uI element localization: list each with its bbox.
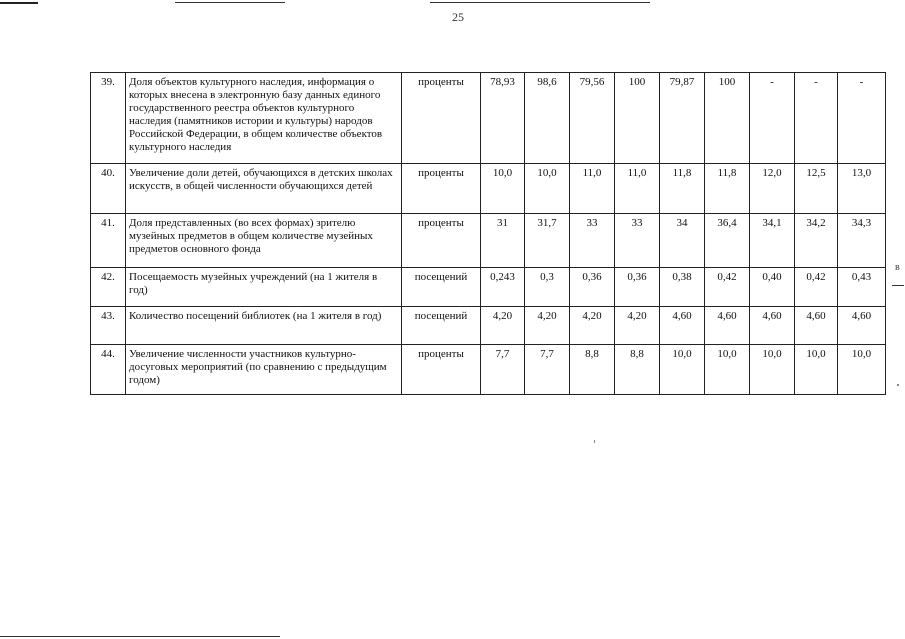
value-cell: 34 xyxy=(660,214,705,268)
page-number: 25 xyxy=(452,10,464,24)
value-cell: 34,3 xyxy=(838,214,886,268)
value-cell: 0,243 xyxy=(481,268,525,307)
value-cell: 0,42 xyxy=(705,268,750,307)
value-cell: 100 xyxy=(615,73,660,164)
unit-cell: проценты xyxy=(402,164,481,214)
right-margin-mark: в xyxy=(895,262,900,273)
scan-line-top-mid xyxy=(175,2,285,3)
row-number: 40. xyxy=(91,164,126,214)
right-margin-dash xyxy=(892,285,904,286)
scan-speck xyxy=(594,440,595,443)
value-cell: 7,7 xyxy=(481,345,525,395)
value-cell: 11,8 xyxy=(660,164,705,214)
value-cell: 10,0 xyxy=(705,345,750,395)
value-cell: 0,3 xyxy=(525,268,570,307)
value-cell: 4,20 xyxy=(570,307,615,345)
value-cell: 7,7 xyxy=(525,345,570,395)
indicator-name: Увеличение численности участников культурно-досуговых мероприятий (по сравнению с предыдущим годом) xyxy=(126,345,402,395)
value-cell: 10,0 xyxy=(525,164,570,214)
value-cell: - xyxy=(838,73,886,164)
row-number: 42. xyxy=(91,268,126,307)
unit-cell: посещений xyxy=(402,307,481,345)
value-cell: 0,40 xyxy=(750,268,795,307)
row-number: 39. xyxy=(91,73,126,164)
unit-cell: посещений xyxy=(402,268,481,307)
value-cell: 4,60 xyxy=(838,307,886,345)
value-cell: 0,38 xyxy=(660,268,705,307)
value-cell: 10,0 xyxy=(481,164,525,214)
value-cell: 4,20 xyxy=(481,307,525,345)
table-row xyxy=(91,73,886,164)
value-cell: 4,20 xyxy=(615,307,660,345)
scan-line-top-left xyxy=(0,2,38,4)
value-cell: 11,0 xyxy=(615,164,660,214)
row-number: 41. xyxy=(91,214,126,268)
value-cell: 98,6 xyxy=(525,73,570,164)
indicator-name: Доля представленных (во всех формах) зрителю музейных предметов в общем количестве музейных предметов основного фонда xyxy=(126,214,402,268)
value-cell: 10,0 xyxy=(660,345,705,395)
table-row xyxy=(91,214,886,268)
scan-line-top-right xyxy=(430,2,650,3)
unit-cell: проценты xyxy=(402,73,481,164)
value-cell: 0,43 xyxy=(838,268,886,307)
value-cell: 8,8 xyxy=(570,345,615,395)
unit-cell: проценты xyxy=(402,345,481,395)
value-cell: 34,1 xyxy=(750,214,795,268)
value-cell: 4,20 xyxy=(525,307,570,345)
indicator-name: Количество посещений библиотек (на 1 жителя в год) xyxy=(126,307,402,345)
table-row xyxy=(91,268,886,307)
table-row xyxy=(91,307,886,345)
value-cell: - xyxy=(750,73,795,164)
value-cell: 0,42 xyxy=(795,268,838,307)
scan-speck xyxy=(897,384,899,386)
value-cell: 11,8 xyxy=(705,164,750,214)
value-cell: 31 xyxy=(481,214,525,268)
value-cell: 12,0 xyxy=(750,164,795,214)
row-number: 43. xyxy=(91,307,126,345)
value-cell: 36,4 xyxy=(705,214,750,268)
value-cell: 33 xyxy=(570,214,615,268)
row-number: 44. xyxy=(91,345,126,395)
value-cell: 100 xyxy=(705,73,750,164)
value-cell: 8,8 xyxy=(615,345,660,395)
value-cell: 4,60 xyxy=(750,307,795,345)
scan-line-bottom xyxy=(0,636,280,637)
indicators-table xyxy=(90,72,886,395)
value-cell: 79,87 xyxy=(660,73,705,164)
value-cell: 4,60 xyxy=(660,307,705,345)
value-cell: - xyxy=(795,73,838,164)
value-cell: 79,56 xyxy=(570,73,615,164)
table-body xyxy=(91,73,886,395)
value-cell: 13,0 xyxy=(838,164,886,214)
table-row xyxy=(91,345,886,395)
value-cell: 12,5 xyxy=(795,164,838,214)
indicator-name: Увеличение доли детей, обучающихся в детских школах искусств, в общей численности обучающихся детей xyxy=(126,164,402,214)
value-cell: 78,93 xyxy=(481,73,525,164)
value-cell: 4,60 xyxy=(705,307,750,345)
indicator-name: Посещаемость музейных учреждений (на 1 жителя в год) xyxy=(126,268,402,307)
value-cell: 4,60 xyxy=(795,307,838,345)
value-cell: 10,0 xyxy=(750,345,795,395)
value-cell: 11,0 xyxy=(570,164,615,214)
value-cell: 0,36 xyxy=(615,268,660,307)
unit-cell: проценты xyxy=(402,214,481,268)
value-cell: 10,0 xyxy=(838,345,886,395)
value-cell: 33 xyxy=(615,214,660,268)
value-cell: 0,36 xyxy=(570,268,615,307)
value-cell: 34,2 xyxy=(795,214,838,268)
table-row xyxy=(91,164,886,214)
value-cell: 31,7 xyxy=(525,214,570,268)
value-cell: 10,0 xyxy=(795,345,838,395)
indicator-name: Доля объектов культурного наследия, информация о которых внесена в электронную базу данных единого государственного реестра объектов культурного наследия (памятников истории и культуры) народов Российской Федерации, в общем количестве объектов культурного наследия xyxy=(126,73,402,164)
